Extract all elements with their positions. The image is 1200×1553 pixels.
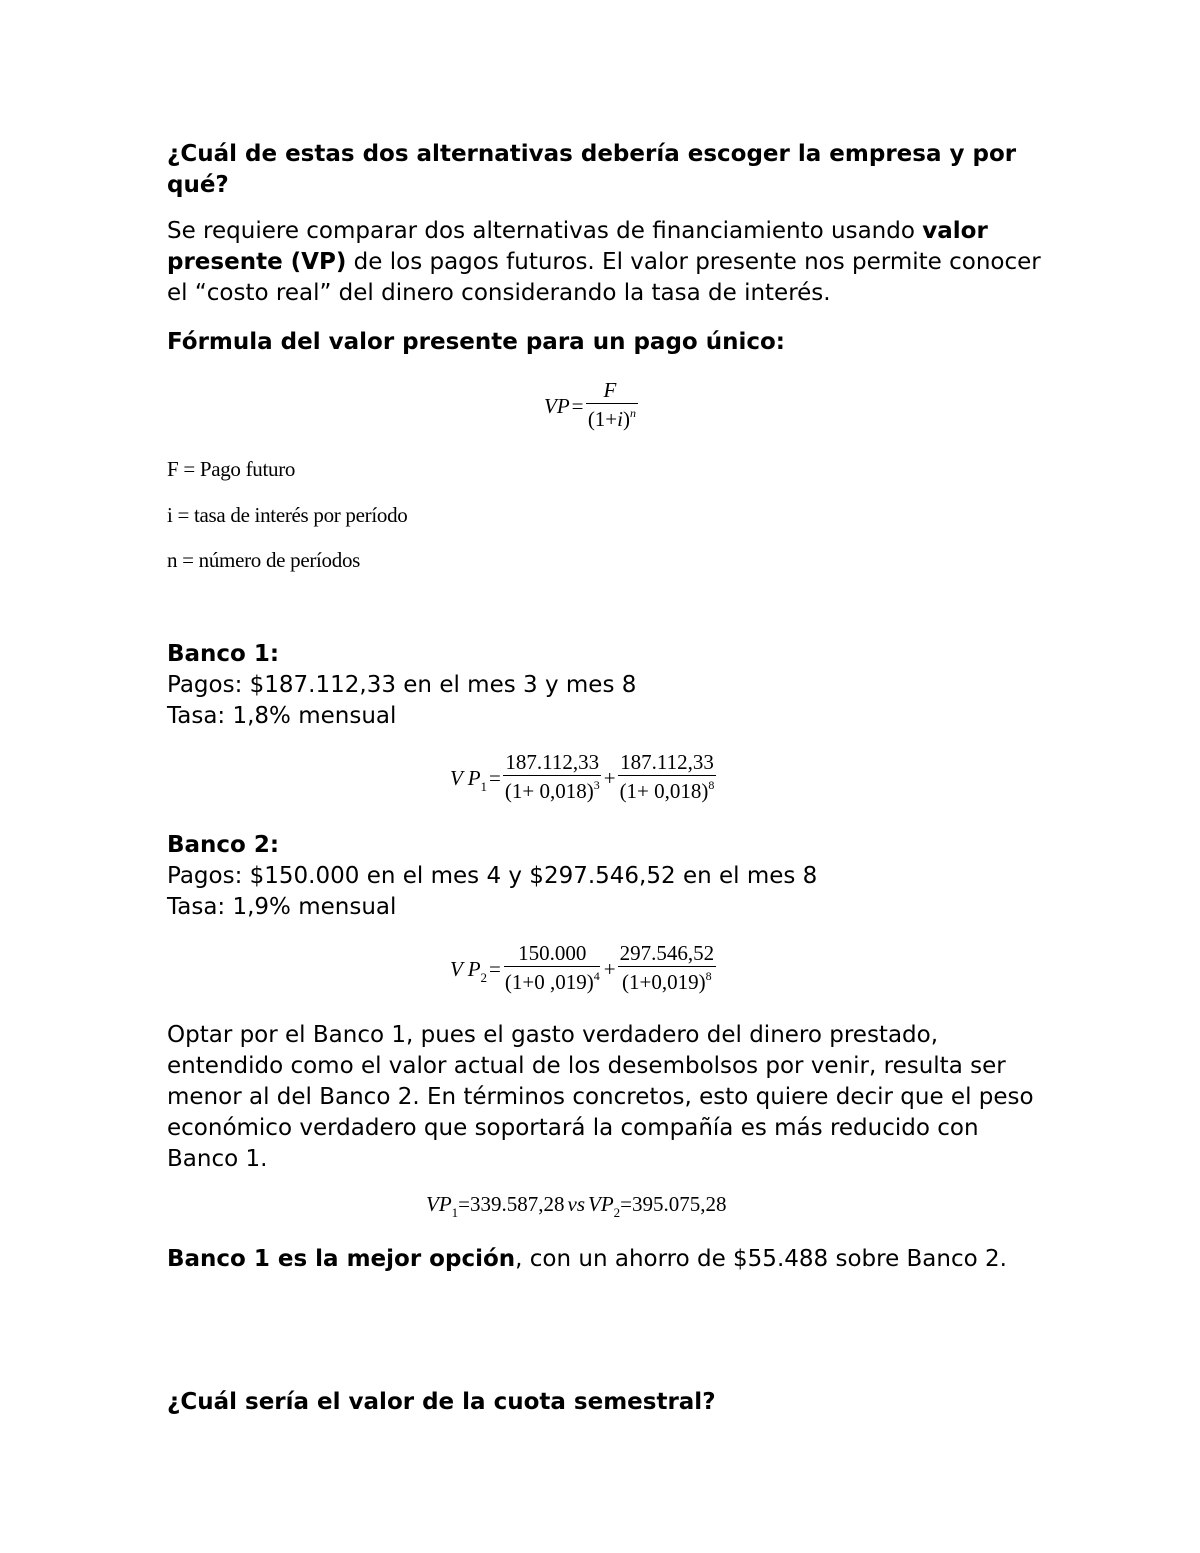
result-equation: VP 1 =339.587,28 vs VP 2 =395.075,28 <box>426 1192 727 1220</box>
bank2-fraction-2: $\frac{297.546,52}{(1+0,019)^8}$ <box>619 941 715 994</box>
bank1-fraction-2: $\frac{187.112,33}{(1+ 0,018)^8}$ <box>619 750 715 803</box>
formula-fraction: $\frac{F}{(1+i)^n}$ <box>586 378 639 435</box>
bank2-equation: V P 2 = $\frac{150.000}{(1+0 ,019)^4}$ + $\frac{297.546,52}{(1+0,019)^8}$ <box>450 941 716 998</box>
bank2-title: Banco 2: <box>167 832 280 858</box>
final-statement: Banco 1 es la mejor opción, con un ahorro de $55.488 sobre Banco 2. <box>167 1246 1007 1272</box>
bank1-payments: Pagos: $187.112,33 en el mes 3 y mes 8 <box>167 672 637 698</box>
bank2-payments: Pagos: $150.000 en el mes 4 y $297.546,52 en el mes 8 <box>167 863 818 889</box>
bank1-title: Banco 1: <box>167 641 280 667</box>
legend-i: i = tasa de interés por período <box>167 503 408 527</box>
bank1-section <box>167 639 1047 732</box>
bank1-fraction-1: $\frac{187.112,33}{(1+ 0,018)^3}$ <box>504 750 600 803</box>
bank1-equation: V P 1 = $\frac{187.112,33}{(1+ 0,018)^3}$ + $\frac{187.112,33}{(1+ 0,018)^8}$ <box>450 750 716 807</box>
legend-n: n = número de períodos <box>167 548 361 572</box>
legend-f: F = Pago futuro <box>167 457 296 481</box>
present-value-formula: VP = $\frac{F}{(1+i)^n}$ <box>544 378 638 435</box>
bank2-fraction-1: $\frac{150.000}{(1+0 ,019)^4}$ <box>504 941 600 994</box>
intro-paragraph: Se requiere comparar dos alternativas de financiamiento usando valor presente (VP) de los pagos futuros. El valor presente nos permite conocer el “costo real” del dinero considerando la tasa de interés. <box>167 218 1041 306</box>
question-heading-2: ¿Cuál sería el valor de la cuota semestral? <box>167 1389 716 1415</box>
bank1-rate: Tasa: 1,8% mensual <box>167 703 397 729</box>
bank2-rate: Tasa: 1,9% mensual <box>167 894 397 920</box>
conclusion-paragraph: Optar por el Banco 1, pues el gasto verdadero del dinero prestado, entendido como el valor actual de los desembolsos por venir, resulta ser menor al del Banco 2. En términos concretos, esto quiere decir que el peso económico verdadero que soportará la compañía es más reducido con Banco 1. <box>167 1022 1034 1172</box>
question-heading-1: ¿Cuál de estas dos alternativas debería escoger la empresa y por qué? <box>167 141 1017 198</box>
formula-heading: Fórmula del valor presente para un pago único: <box>167 329 785 355</box>
bank2-section <box>167 830 1047 923</box>
